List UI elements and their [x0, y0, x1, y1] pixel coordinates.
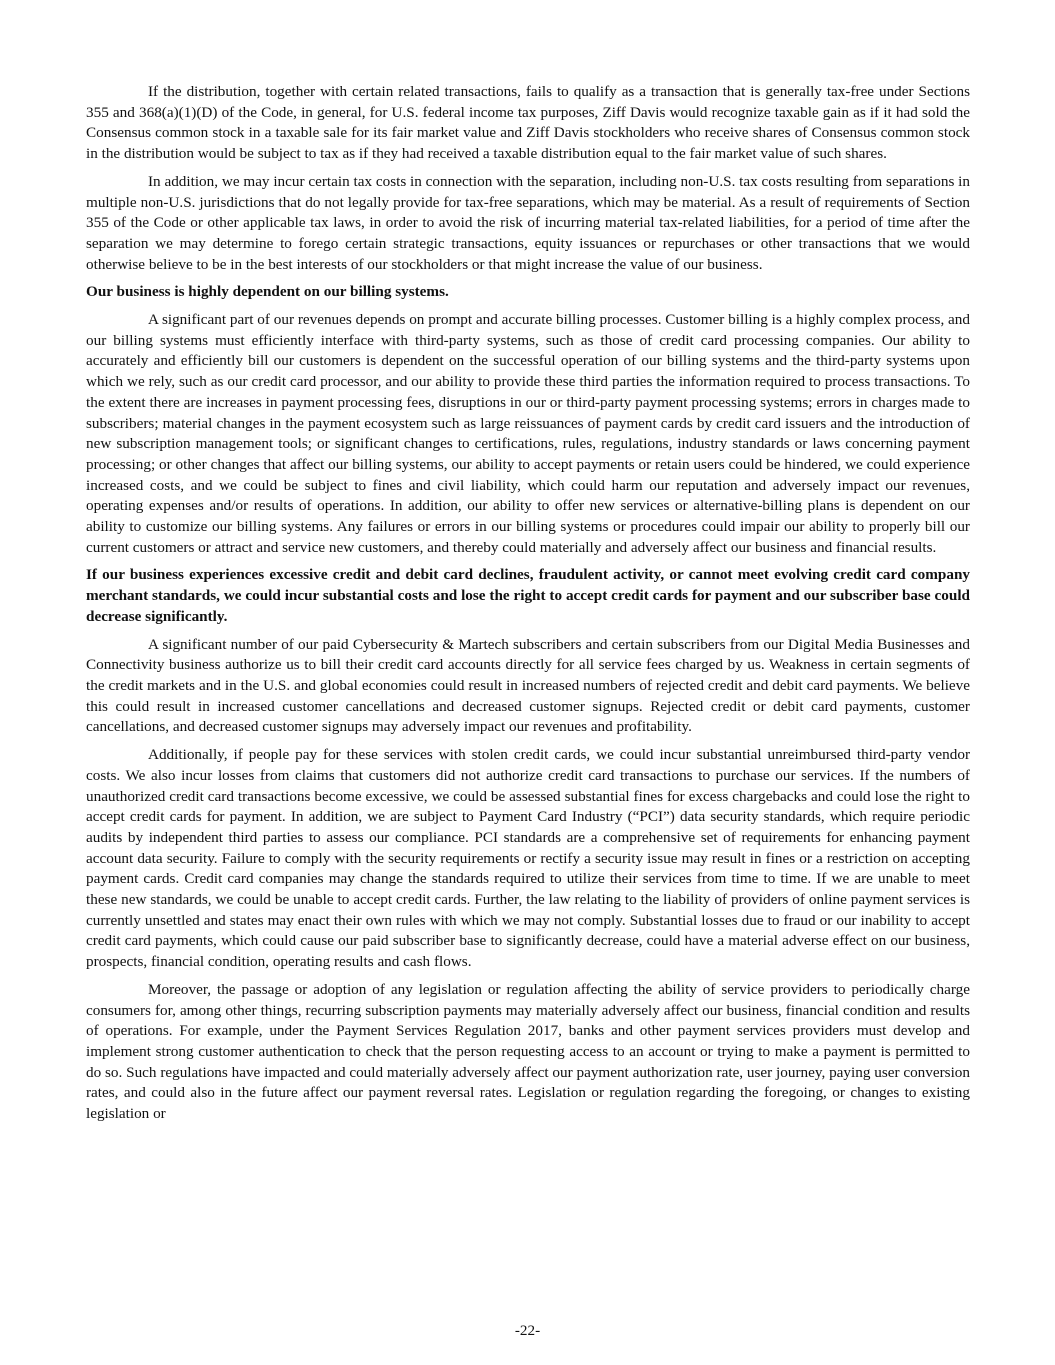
document-page: [86, 82, 970, 1132]
paragraph-stolen-cards-pci: Additionally, if people pay for these services with stolen credit cards, we could incur substantial unreimbursed third-party vendor costs. We also incur losses from claims that customers did not authorize credit card transactions to purchase our services. If the numbers of unauthorized credit card transactions become excessive, we could be assessed substantial fines for excess chargebacks and could lose the right to accept credit cards for payment. In addition, we are subject to Payment Card Industry (“PCI”) data security standards, which require periodic audits by independent third parties to assess our compliance. PCI standards are a comprehensive set of requirements for enhancing payment account data security. Failure to comply with the security requirements or rectify a security issue may result in fines or a restriction on accepting payment cards. Credit card companies may change the standards required to utilize their services from time to time. If we are unable to meet these new standards, we could be unable to accept credit cards. Further, the law relating to the liability of providers of online payment services is currently unsettled and states may enact their own rules with which we may not comply. Substantial losses due to fraud or our inability to accept credit card payments, which could cause our paid subscriber base to significantly decrease, could have a material adverse effect on our business, prospects, financial condition, operating results and cash flows.: [86, 746, 970, 971]
paragraph-tax-free-distribution: If the distribution, together with certain related transactions, fails to qualify as a transaction that is generally tax-free under Sections 355 and 368(a)(1)(D) of the Code, in general, for U.S. federal income tax purposes, Ziff Davis would recognize taxable gain as if it had sold the Consensus common stock in a taxable sale for its fair market value and Ziff Davis stockholders who receive shares of Consensus common stock in the distribution would be subject to tax as if they had received a taxable distribution equal to the fair market value of such shares.: [86, 83, 970, 163]
paragraph-billing-processes: A significant part of our revenues depends on prompt and accurate billing processes. Customer billing is a highly complex process, and our billing systems must efficiently interface with third-party systems, such as those of credit card processing companies. Our ability to accurately and efficiently bill our customers is dependent on the successful operation of our billing systems and the third-party systems upon which we rely, such as our credit card processor, and our ability to provide these third parties the information required to process transactions. To the extent there are increases in payment processing fees, disruptions in our or third-party payment processing systems; errors in charges made to subscribers; material changes in the payment ecosystem such as large reissuances of payment cards by credit card issuers and the introduction of new subscription management tools; or significant changes to certifications, rules, regulations, industry standards or laws concerning payment processing; or other changes that affect our billing systems, our ability to accept payments or retain users could be hindered, we could experience increased costs, and we could be subject to fines and civil liability, which could harm our reputation and adversely impact our revenues, operating expenses and/or results of operations. In addition, our ability to offer new services or alternative-billing plans is dependent on our ability to customize our billing systems. Any failures or errors in our billing systems or procedures could impair our ability to properly bill our current customers or attract and service new customers, and thereby could materially and adversely affect our business and financial results.: [86, 311, 970, 556]
paragraph-legislation-regulation: Moreover, the passage or adoption of any legislation or regulation affecting the ability of service providers to periodically charge consumers for, among other things, recurring subscription payments may materially adversely affect our business, financial condition and results of operations. For example, under the Payment Services Regulation 2017, banks and other payment services providers must develop and implement strong customer authentication to check that the person requesting access to an account or trying to make a payment is permitted to do so. Such regulations have impacted and could materially adversely affect our payment authorization rate, user journey, paying user conversion rates, and could also in the future affect our payment reversal rates. Legislation or regulation regarding the foregoing, or changes to existing legislation or: [86, 980, 970, 1123]
heading-card-declines: If our business experiences excessive credit and debit card declines, fraudulent activity, or cannot meet evolving credit card company merchant standards, we could incur substantial costs and lose the right to accept credit cards for payment and our subscriber base could decrease significantly.: [86, 566, 970, 625]
paragraph-tax-costs: In addition, we may incur certain tax costs in connection with the separation, including non-U.S. tax costs resulting from separations in multiple non-U.S. jurisdictions that do not legally provide for tax-free separations, which may be material. As a result of requirements of Section 355 of the Code or other applicable tax laws, in order to avoid the risk of incurring material tax-related liabilities, for a period of time after the separation we may determine to forego certain strategic transactions, equity issuances or repurchases or other transactions that we would otherwise believe to be in the best interests of our stockholders or that might increase the value of our business.: [86, 172, 970, 273]
page-number: -22-: [514, 1322, 541, 1339]
paragraph-subscribers-billing: A significant number of our paid Cybersecurity & Martech subscribers and certain subscribers from our Digital Media Businesses and Connectivity business authorize us to bill their credit card accounts directly for all service fees charged by us. Weakness in certain segments of the credit markets and in the U.S. and global economies could result in increased numbers of rejected credit and debit card payments. We believe this could result in increased customer cancellations and decreased customer signups. Rejected credit or debit card payments, customer cancellations, and decreased customer signups may adversely impact our revenues and profitability.: [86, 635, 970, 736]
heading-billing-systems: Our business is highly dependent on our billing systems.: [86, 283, 449, 301]
